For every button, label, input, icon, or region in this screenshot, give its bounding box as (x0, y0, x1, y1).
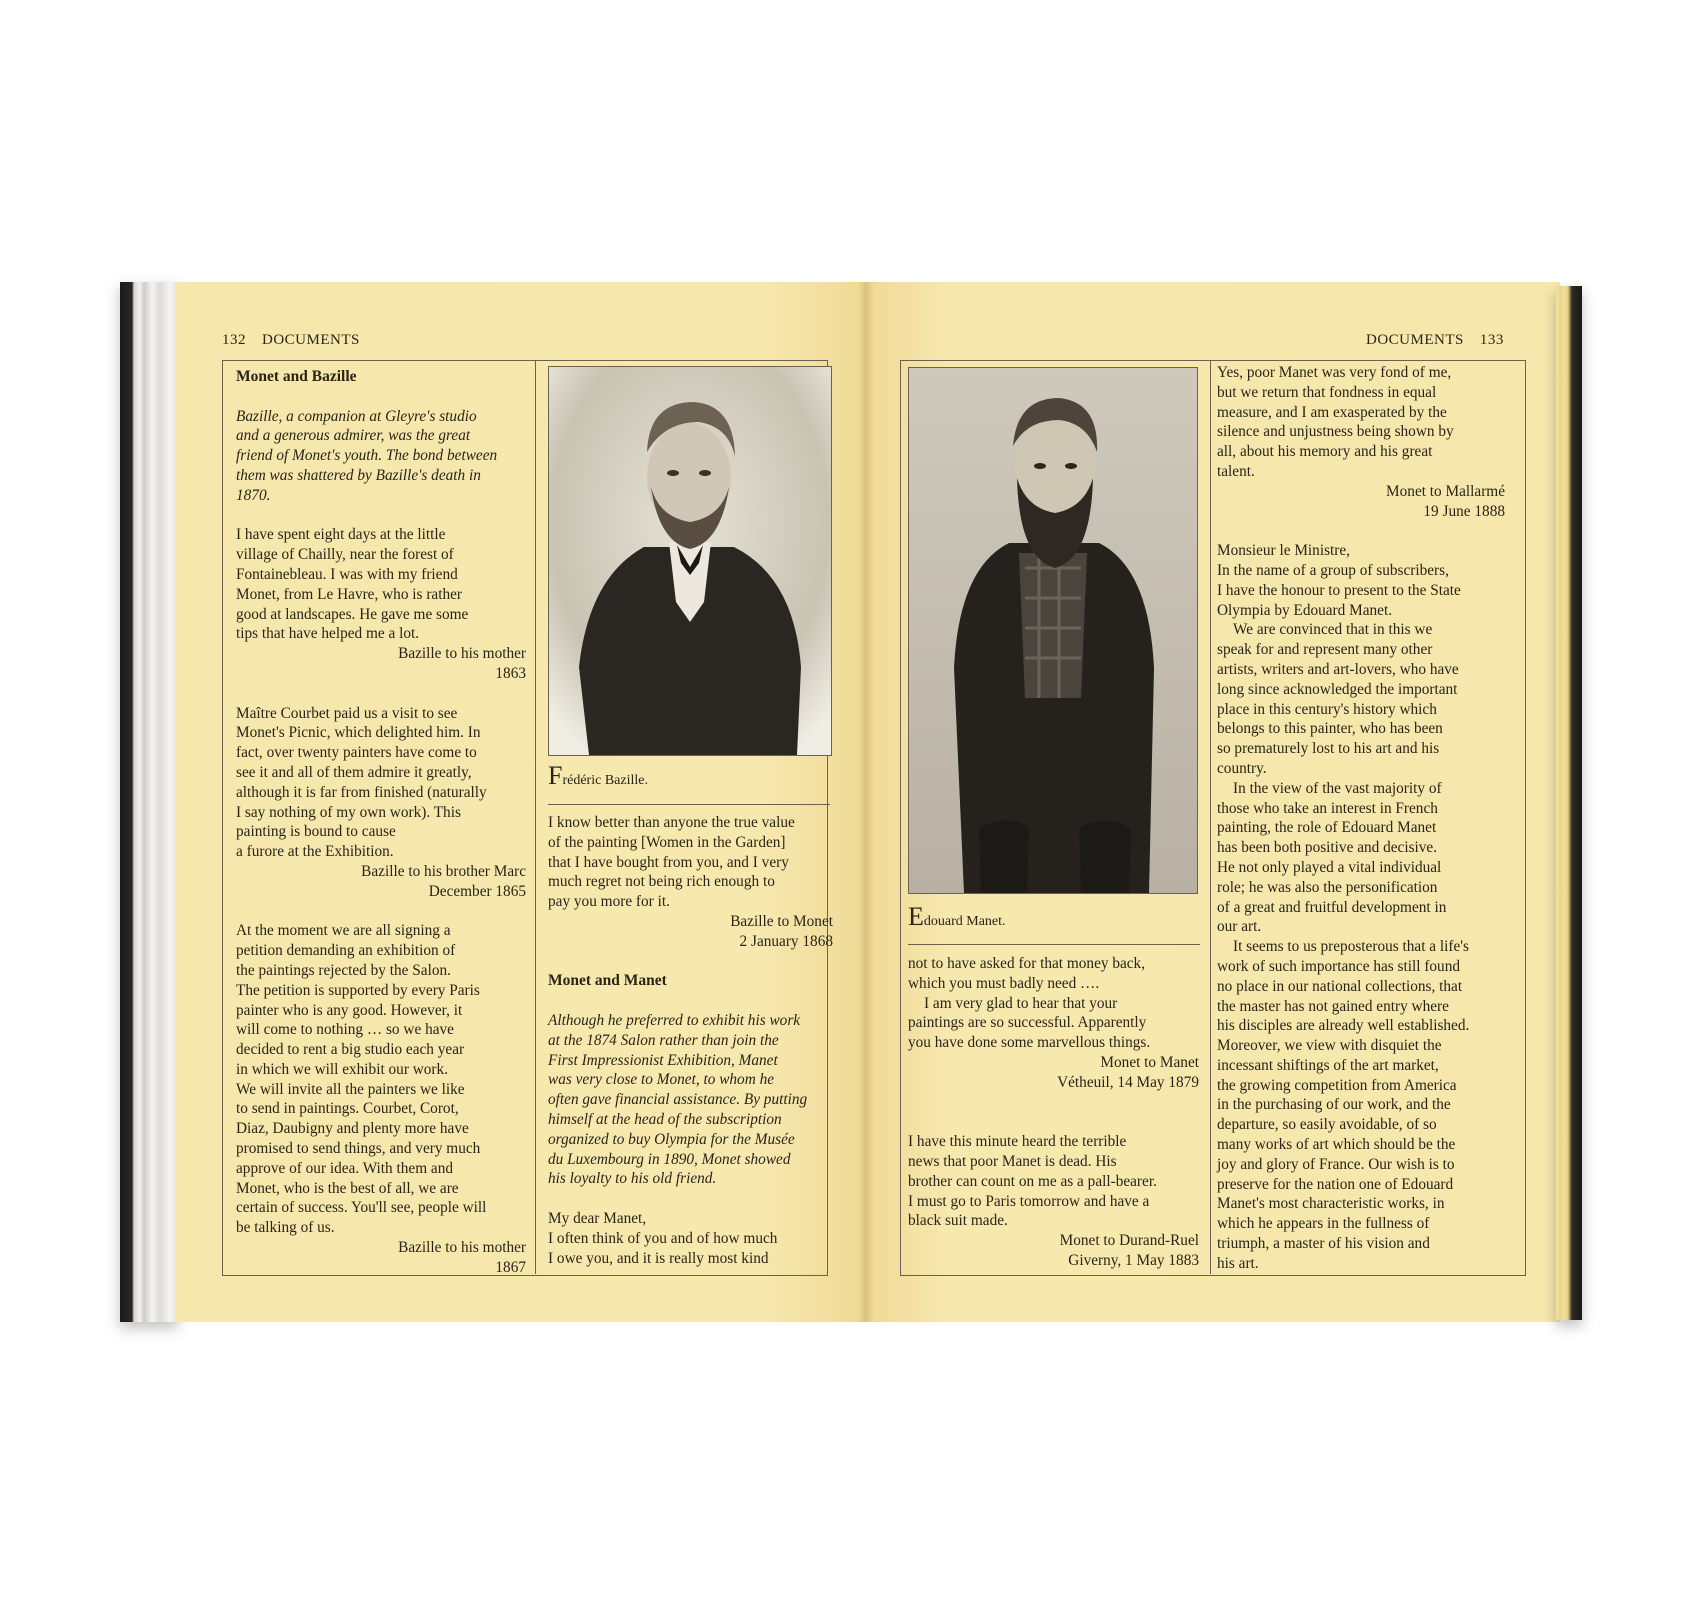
text-line: be talking of us. (236, 1219, 335, 1237)
text-line: Although he preferred to exhibit his work (548, 1011, 801, 1029)
text-line: Monet's Picnic, which delighted him. In (236, 724, 481, 742)
text-line: will come to nothing … so we have (236, 1021, 454, 1039)
text-line: Diaz, Daubigny and plenty more have (236, 1120, 469, 1138)
text-line: Monet, from Le Havre, who is rather (236, 585, 462, 603)
left-page-column-1 (236, 367, 526, 1278)
paragraph-gap (908, 1093, 1199, 1113)
text-line: petition demanding an exhibition of (236, 942, 456, 960)
text-line: 2 January 1868 (739, 932, 833, 950)
text-line: many works of art which should be the (1217, 1136, 1456, 1154)
bazille-photo-caption (548, 763, 648, 789)
text-line: friend of Monet's youth. The bond between (236, 447, 498, 465)
paragraph-gap (548, 991, 833, 1011)
text-line: measure, and I am exasperated by the (1217, 403, 1447, 421)
text-line: certain of success. You'll see, people will (236, 1199, 487, 1217)
text-line: speak for and represent many other (1217, 641, 1433, 659)
text-line: although it is far from finished (naturally (236, 783, 487, 801)
text-line: painting is bound to cause (236, 823, 396, 841)
caption-text: rédéric Bazille. (562, 773, 648, 788)
left-running-title: DOCUMENTS (262, 332, 360, 348)
text-line: I know better than anyone the true value (548, 814, 795, 831)
text-line: In the name of a group of subscribers, (1217, 561, 1449, 579)
text-line: to send in paintings. Courbet, Corot, (236, 1100, 459, 1118)
text-line: promised to send things, and very much (236, 1140, 481, 1158)
section-heading: Monet and Bazille (236, 368, 357, 385)
text-line: I have spent eight days at the little (236, 526, 446, 544)
text-line: the paintings rejected by the Salon. (236, 961, 451, 979)
text-line: Vétheuil, 14 May 1879 (1057, 1073, 1199, 1091)
text-line: 19 June 1888 (1423, 502, 1505, 520)
text-line: himself at the head of the subscription (548, 1110, 782, 1128)
text-line: in the purchasing of our work, and the (1217, 1096, 1451, 1114)
text-line: The petition is supported by every Paris (236, 981, 480, 999)
text-line: talent. (1217, 462, 1255, 480)
text-line: silence and unjustness being shown by (1217, 423, 1454, 441)
text-line: Bazille, a companion at Gleyre's studio (236, 407, 477, 425)
text-line: triumph, a master of his vision and (1217, 1235, 1430, 1253)
text-line: the growing competition from America (1217, 1076, 1457, 1094)
text-line: We are convinced that in this we (1233, 621, 1433, 639)
text-line: Monet to Mallarmé (1386, 482, 1505, 500)
text-line: du Luxembourg in 1890, Monet showed (548, 1150, 791, 1168)
text-line: see it and all of them admire it greatly, (236, 763, 472, 781)
text-line: of a great and fruitful development in (1217, 898, 1447, 916)
text-line: In the view of the vast majority of (1233, 779, 1442, 797)
text-line: but we return that fondness in equal (1217, 383, 1437, 401)
text-line: 1870. (236, 486, 271, 504)
text-line: Moreover, we view with disquiet the (1217, 1037, 1442, 1055)
text-line: his art. (1217, 1254, 1259, 1272)
text-line: 1863 (495, 664, 526, 682)
text-line: Manet's most characteristic works, in (1217, 1195, 1445, 1213)
text-line: My dear Manet, (548, 1209, 647, 1227)
text-line: long since acknowledged the important (1217, 680, 1458, 698)
text-line: role; he was also the personification (1217, 878, 1438, 896)
text-line: our art. (1217, 918, 1262, 936)
text-line: no place in our national collections, that (1217, 977, 1463, 995)
text-line: which he appears in the fullness of (1217, 1215, 1430, 1233)
right-running-head (1366, 332, 1504, 349)
text-line: a furore at the Exhibition. (236, 843, 394, 861)
text-line: I have the honour to present to the State (1217, 581, 1461, 599)
paragraph-gap (1217, 521, 1505, 541)
left-column-rule (535, 361, 536, 1274)
left-page-number: 132 (222, 332, 246, 348)
paragraph-gap (908, 1112, 1199, 1132)
text-line: Monet to Manet (1100, 1053, 1199, 1071)
text-line: Fontainebleau. I was with my friend (236, 565, 458, 583)
text-line: place in this century's history which (1217, 700, 1437, 718)
text-line: at the 1874 Salon rather than join the (548, 1031, 779, 1049)
text-line: pay you more for it. (548, 893, 670, 911)
text-line: It seems to us preposterous that a life's (1233, 938, 1469, 956)
text-line: good at landscapes. He gave me some (236, 605, 469, 623)
text-line: decided to rent a big studio each year (236, 1041, 465, 1059)
text-line: his disciples are already well established. (1217, 1017, 1470, 1035)
left-running-head (222, 332, 360, 349)
paragraph-gap (236, 902, 526, 922)
text-line: painting, the role of Edouard Manet (1217, 819, 1437, 837)
text-line: Bazille to his brother Marc (361, 862, 526, 880)
text-line: He not only played a vital individual (1217, 858, 1442, 876)
text-line: Giverny, 1 May 1883 (1068, 1251, 1199, 1269)
text-line: We will invite all the painters we like (236, 1080, 465, 1098)
caption-rule (908, 944, 1200, 945)
text-line: black suit made. (908, 1212, 1008, 1230)
right-running-title: DOCUMENTS (1366, 332, 1464, 348)
text-line: At the moment we are all signing a (236, 922, 451, 940)
edouard-manet-portrait-photo (908, 367, 1198, 894)
text-line: which you must badly need …. (908, 974, 1100, 992)
text-line: incessant shiftings of the art market, (1217, 1056, 1439, 1074)
text-line: joy and glory of France. Our wish is to (1217, 1155, 1455, 1173)
text-line: all, about his memory and his great (1217, 443, 1433, 461)
text-line: artists, writers and art-lovers, who have (1217, 660, 1459, 678)
book-page-edges-right (1556, 286, 1582, 1320)
text-line: Bazille to Monet (730, 912, 833, 930)
text-line: so prematurely lost to his art and his (1217, 740, 1440, 758)
paragraph-gap (548, 1189, 833, 1209)
text-line: was very close to Monet, to whom he (548, 1071, 775, 1089)
text-line: the master has not gained entry where (1217, 997, 1449, 1015)
paragraph-gap (236, 387, 526, 407)
section-heading: Monet and Manet (548, 972, 667, 990)
caption-initial: F (548, 761, 563, 790)
text-line: belongs to this painter, who has been (1217, 720, 1443, 738)
caption-initial: E (908, 902, 924, 931)
text-line: I must go to Paris tomorrow and have a (908, 1192, 1150, 1210)
text-line: paintings are so successful. Apparently (908, 1014, 1147, 1032)
text-line: in which we will exhibit our work. (236, 1060, 448, 1078)
text-line: country. (1217, 759, 1267, 777)
right-column-rule (1210, 361, 1211, 1274)
text-line: I have this minute heard the terrible (908, 1133, 1127, 1151)
text-line: Olympia by Edouard Manet. (1217, 601, 1393, 619)
paragraph-gap (236, 684, 526, 704)
text-line: of the painting [Women in the Garden] (548, 833, 786, 851)
book-page-edges-left (120, 282, 178, 1322)
text-line: Maître Courbet paid us a visit to see (236, 704, 458, 722)
text-line: much regret not being rich enough to (548, 873, 775, 891)
text-line: organized to buy Olympia for the Musée (548, 1130, 795, 1148)
text-line: his loyalty to his old friend. (548, 1170, 717, 1188)
text-line: tips that have helped me a lot. (236, 625, 420, 643)
text-line: First Impressionist Exhibition, Manet (548, 1051, 778, 1069)
text-line: December 1865 (428, 882, 526, 900)
text-line: approve of our idea. With them and (236, 1159, 454, 1177)
book-gutter (858, 282, 874, 1322)
text-line: I owe you, and it is really most kind (548, 1249, 769, 1267)
text-line: work of such importance has still found (1217, 957, 1461, 975)
text-line: and a generous admirer, was the great (236, 427, 471, 445)
text-line: Bazille to his mother (398, 645, 526, 663)
frederic-bazille-portrait-photo (548, 366, 832, 756)
text-line: Yes, poor Manet was very fond of me, (1217, 364, 1452, 381)
text-line: Monet, who is the best of all, we are (236, 1179, 459, 1197)
left-page-column-2 (548, 813, 833, 1268)
text-line: often gave financial assistance. By putting (548, 1091, 808, 1109)
text-line: painter who is any good. However, it (236, 1001, 463, 1019)
right-page-column-1 (908, 954, 1199, 1271)
text-line: I say nothing of my own work). This (236, 803, 461, 821)
right-page-number: 133 (1479, 332, 1504, 348)
manet-photo-caption (908, 904, 1006, 930)
text-line: departure, so easily avoidable, of so (1217, 1116, 1437, 1134)
text-line: preserve for the nation one of Edouard (1217, 1175, 1454, 1193)
text-line: them was shattered by Bazille's death in (236, 466, 481, 484)
text-line: Monsieur le Ministre, (1217, 542, 1350, 560)
text-line: I often think of you and of how much (548, 1229, 778, 1247)
paragraph-gap (548, 952, 833, 972)
text-line: Monet to Durand-Ruel (1059, 1232, 1199, 1250)
text-line: I am very glad to hear that your (924, 994, 1118, 1012)
caption-rule (548, 804, 830, 805)
text-line: 1867 (495, 1258, 526, 1276)
paragraph-gap (236, 506, 526, 526)
text-line: those who take an interest in French (1217, 799, 1438, 817)
text-line: news that poor Manet is dead. His (908, 1152, 1117, 1170)
right-page-column-2 (1217, 363, 1505, 1274)
text-line: brother can count on me as a pall-bearer. (908, 1172, 1157, 1190)
caption-text: douard Manet. (923, 914, 1006, 929)
text-line: not to have asked for that money back, (908, 955, 1146, 972)
text-line: Bazille to his mother (398, 1239, 526, 1257)
text-line: has been both positive and decisive. (1217, 839, 1438, 857)
text-line: fact, over twenty painters have come to (236, 744, 477, 762)
text-line: you have done some marvellous things. (908, 1034, 1151, 1052)
text-line: that I have bought from you, and I very (548, 853, 789, 871)
text-line: village of Chailly, near the forest of (236, 546, 454, 564)
